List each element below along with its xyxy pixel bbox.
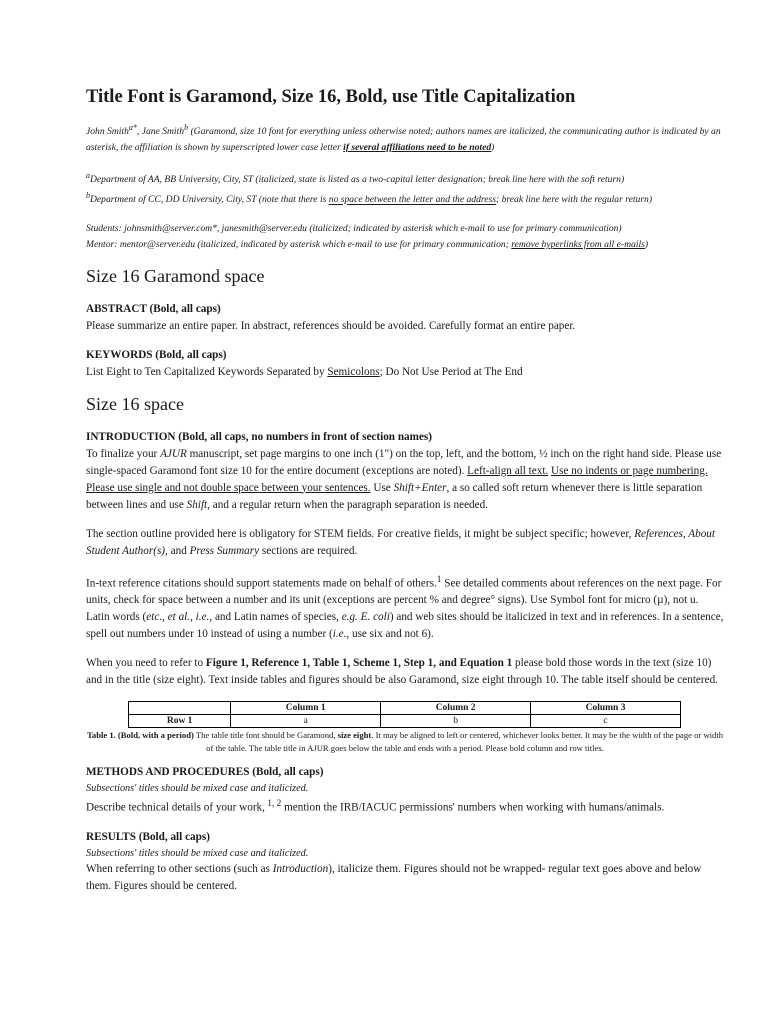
caption-a: The table title font should be Garamond, <box>193 730 338 741</box>
p1-shift-enter: Shift+Enter <box>393 481 447 494</box>
results-subsection-note: Subsections' titles should be mixed case and italicized. <box>86 848 309 860</box>
p1-b: manuscript, set page margins to one inch (1") on the top, left, and the bottom, ½ inch on the right hand side. Please use single-spaced Garamond font size 10 for the entire document (exceptions are noted). <box>86 447 722 477</box>
caption-c: . It may be aligned to left or centered, whichever looks better. It may be the width of the page or width of the table. The table title in AJUR goes below the table and ends with a period. Please bold column and row titles. <box>206 730 724 753</box>
table-caption <box>86 729 724 754</box>
affiliation-b-underlined: no space between the letter and the address <box>328 194 496 206</box>
p3-latin: etc., et al., i.e. <box>146 611 210 624</box>
methods-text <box>86 796 724 817</box>
keywords-heading: KEYWORDS (Bold, all caps) <box>86 348 227 361</box>
table-row <box>129 715 681 728</box>
table-cell: b <box>381 715 531 728</box>
author-2-sup: b <box>184 123 189 132</box>
p3-e: , use six and not 6). <box>346 628 434 641</box>
mentor-text: Mentor: mentor@server.edu (italicized, indicated by asterisk which e-mail to use for primary communication; <box>86 238 512 250</box>
p2-refs: References, About Student Author(s) <box>86 527 715 557</box>
intro-paragraph-4 <box>86 655 724 689</box>
caption-bold-size: size eight <box>337 730 372 741</box>
author-1: John Smith <box>86 126 129 138</box>
affiliation-a <box>86 168 724 188</box>
keywords-pre: List Eight to Ten Capitalized Keywords Separated by <box>86 365 328 378</box>
table-1 <box>128 701 681 728</box>
authors-note: (Garamond, size 10 font for everything unless otherwise noted; authors names are italicized, the communicating author is indicated by an asterisk, the affiliation is shown by superscripted lower case letter <box>86 126 721 154</box>
p3-d: ) and web sites should be italicized in text and in references. In a sentence, spell out numbers under 10 instead of using a number ( <box>86 611 724 641</box>
table-header-row <box>129 702 681 715</box>
students-contact: Students: johnsmith@server.com*, janesmith@server.edu (italicized; indicated by asterisk which e-mail to use for primary communication) <box>86 222 622 234</box>
p2-press: Press Summary <box>189 544 260 557</box>
intro-paragraph-2 <box>86 526 724 560</box>
table-cell: a <box>231 715 381 728</box>
results-text-b: ), italicize them. Figures should not be wrapped- regular text goes above and below them. Figures should be centered. <box>86 863 702 893</box>
p2-c: sections are required. <box>259 544 358 557</box>
affiliation-b-text: Department of CC, DD University, City, ST (note that there is <box>90 194 329 206</box>
p3-sup: 1 <box>436 574 442 585</box>
table-column-header: Column 1 <box>231 702 381 715</box>
p1-d: , a so called soft return whenever there is little separation between lines and use <box>86 481 703 511</box>
mentor-underlined: remove hyperlinks from all e-mails <box>511 238 645 250</box>
abstract-text: Please summarize an entire paper. In abstract, references should be avoided. Carefully format an entire paper. <box>86 319 576 332</box>
mentor-contact <box>86 237 724 253</box>
p3-b: See detailed comments about references on the next page. For units, check for space between a number and its unit (exceptions are percent % and degree° signs). Use Symbol font for micro (µ), not u. Latin words ( <box>86 577 722 624</box>
p4-a: When you need to refer to <box>86 657 206 670</box>
table-cell: c <box>531 715 681 728</box>
methods-sup: 1, 2 <box>264 799 282 810</box>
affiliation-b-post: ; break line here with the regular return) <box>496 194 653 206</box>
affiliation-b <box>86 188 724 208</box>
table-corner-cell <box>129 702 231 715</box>
methods-subsection-note: Subsections' titles should be mixed case and italicized. <box>86 783 309 795</box>
p1-c: Use <box>370 481 394 494</box>
p3-ie: i.e. <box>332 628 347 641</box>
p1-underline-3: Please use single and not double space between your sentences. <box>86 481 371 494</box>
intro-paragraph-3 <box>86 572 724 644</box>
authors-emphasis: if several affiliations need to be noted <box>343 142 492 154</box>
authors-close: ) <box>491 142 495 154</box>
introduction-heading: INTRODUCTION (Bold, all caps, no numbers in front of section names) <box>86 430 433 443</box>
methods-heading: METHODS AND PROCEDURES (Bold, all caps) <box>86 766 324 779</box>
p1-e: , and a regular return when the paragraph separation is needed. <box>207 498 488 511</box>
p4-bold: Figure 1, Reference 1, Table 1, Scheme 1, Step 1, and Equation 1 <box>205 657 513 670</box>
abstract-heading: ABSTRACT (Bold, all caps) <box>86 302 221 315</box>
p3-species: e.g. E. coli <box>341 611 390 624</box>
p3-c: , and Latin names of species, <box>209 611 342 624</box>
methods-text-a: Describe technical details of your work, <box>86 802 265 815</box>
caption-label: Table 1. (Bold, with a period) <box>86 730 194 741</box>
affiliation-b-sup: b <box>86 191 90 201</box>
authors-line <box>86 120 724 156</box>
size16-garamond-space: Size 16 Garamond space <box>86 265 265 286</box>
p1-underline-2: Use no indents or page numbering. <box>551 464 708 477</box>
size16-space: Size 16 space <box>86 393 184 414</box>
methods-text-b: mention the IRB/IACUC permissions' numbers when working with humans/animals. <box>281 802 665 815</box>
p2-b: , and <box>165 544 190 557</box>
keywords-underlined: Semicolons <box>327 365 380 378</box>
affiliation-a-sup: a <box>86 171 90 181</box>
paper-title: Title Font is Garamond, Size 16, Bold, use Title Capitalization <box>86 87 576 107</box>
p4-c: please bold those words in the text (size 10) and in the title (size eight). Text inside tables and figures should be also Garamond, size eight through 10. The table itself should be centered. <box>86 657 718 687</box>
p1-underline-1: Left-align all text. <box>467 464 549 477</box>
results-heading: RESULTS (Bold, all caps) <box>86 831 210 844</box>
results-text-a: When referring to other sections (such as <box>86 863 273 876</box>
p3-a: In-text reference citations should support statements made on behalf of others. <box>86 577 437 590</box>
table-column-header: Column 3 <box>531 702 681 715</box>
p1-shift: Shift <box>186 498 208 511</box>
keywords-post: ; Do Not Use Period at The End <box>379 365 523 378</box>
mentor-close: ) <box>644 238 649 250</box>
p1-a: To finalize your <box>86 447 161 460</box>
author-2: , Jane Smith <box>136 126 185 138</box>
intro-paragraph-1 <box>86 446 724 514</box>
results-text <box>86 861 724 895</box>
p2-a: The section outline provided here is obligatory for STEM fields. For creative fields, it might be subject specific; however, <box>86 527 635 540</box>
affiliation-a-text: Department of AA, BB University, City, ST (italicized, state is listed as a two-capital letter designation; break line here with the soft return) <box>90 174 625 186</box>
table-row-header: Row 1 <box>129 715 231 728</box>
results-intro-ref: Introduction <box>272 863 329 876</box>
table-column-header: Column 2 <box>381 702 531 715</box>
keywords-text <box>86 364 724 381</box>
author-1-sup: a* <box>128 123 137 132</box>
p1-ajur: AJUR <box>160 447 187 460</box>
